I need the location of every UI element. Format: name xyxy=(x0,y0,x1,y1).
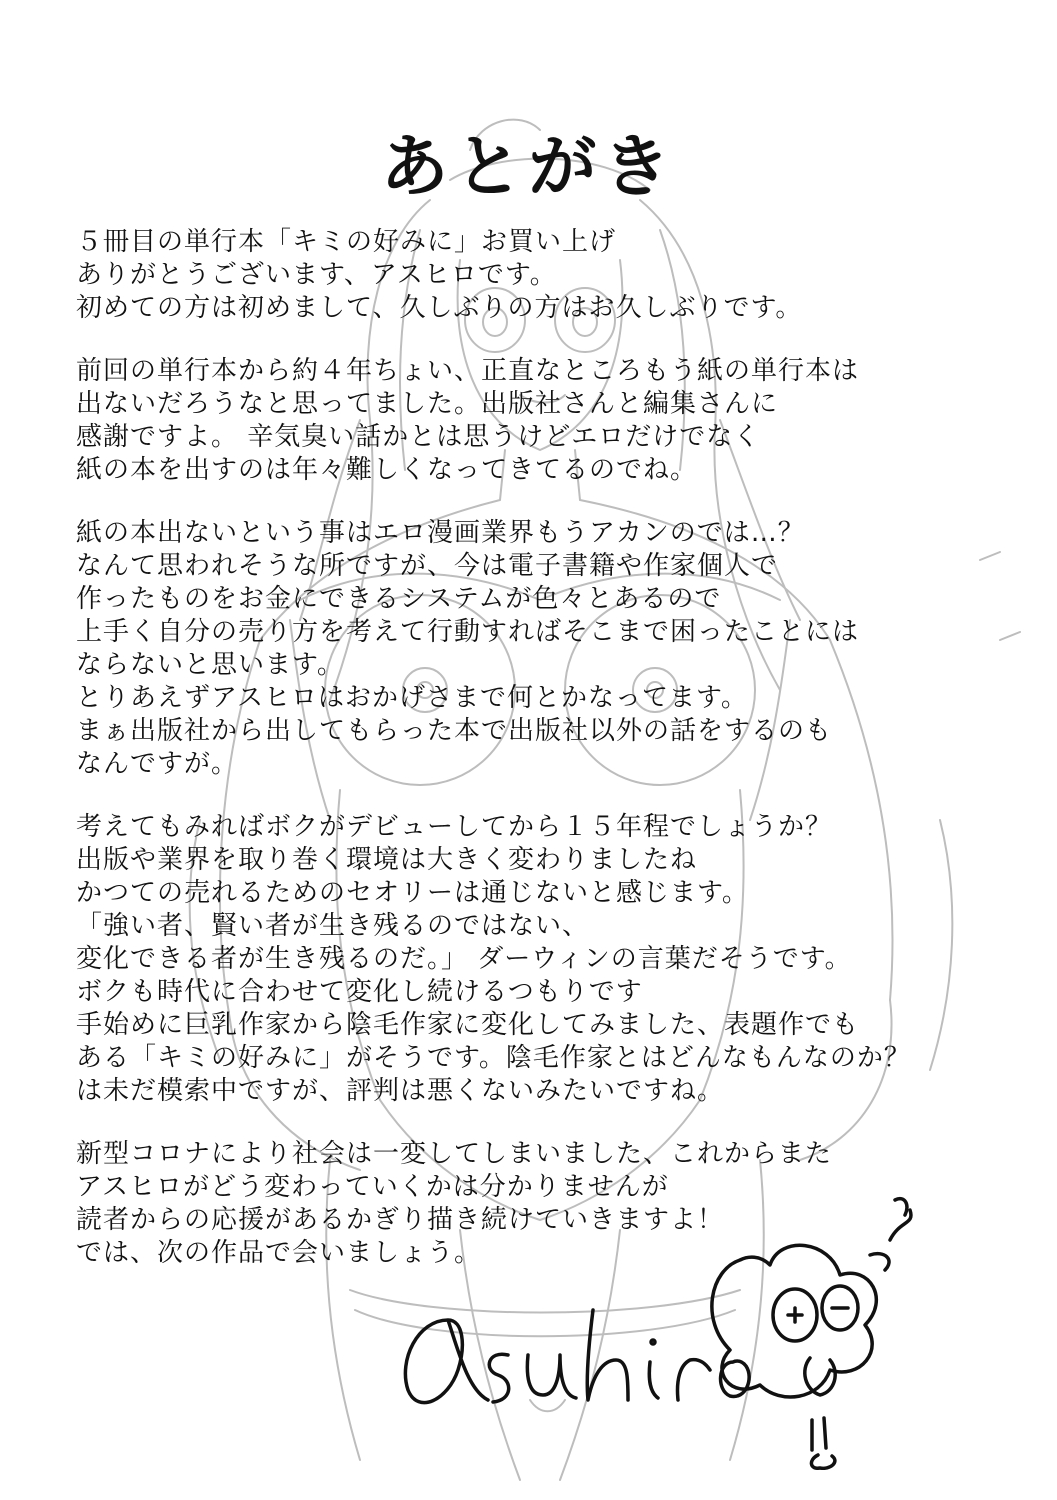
text-line: ５冊目の単行本「キミの好みに」お買い上げ xyxy=(76,227,617,257)
paragraph xyxy=(76,355,996,487)
text-line: 作ったものをお金にできるシステムが色々とあるので xyxy=(76,584,722,614)
text-line: とりあえずアスヒロはおかげさまで何とかなってます。 xyxy=(76,683,748,713)
text-line: まぁ出版社から出してもらった本で出版社以外の話をするのも xyxy=(76,716,833,746)
page-title: あとがき xyxy=(380,127,677,207)
paragraph xyxy=(76,517,996,781)
text-line: ある「キミの好みに」がそうです。陰毛作家とはどんなもんなのか？ xyxy=(76,1043,911,1073)
text-line: 手始めに巨乳作家から陰毛作家に変化してみました、表題作でも xyxy=(76,1010,860,1040)
text-line: 紙の本を出すのは年々難しくなってきてるのでね。 xyxy=(76,455,698,485)
text-line: 前回の単行本から約４年ちょい、正直なところもう紙の単行本は xyxy=(76,356,860,386)
text-line: かつての売れるためのセオリーは通じないと感じます。 xyxy=(76,878,749,908)
text-line: なんて思われそうな所ですが、今は電子書籍や作家個人で xyxy=(76,551,779,581)
text-line: 感謝ですよ。 辛気臭い話かとは思うけどエロだけでなく xyxy=(76,422,761,452)
text-line: 出ないだろうなと思ってました。出版社さんと編集さんに xyxy=(76,389,779,419)
text-line: は未だ模索中ですが、評判は悪くないみたいですね。 xyxy=(76,1076,725,1106)
afterword-body xyxy=(76,226,996,1270)
text-line: ありがとうございます、アスヒロです。 xyxy=(76,260,557,290)
paragraph xyxy=(76,226,996,325)
text-line: 初めての方は初めまして、久しぶりの方はお久しぶりです。 xyxy=(76,293,803,323)
text-line: 上手く自分の売り方を考えて行動すればそこまで困ったことには xyxy=(76,617,860,647)
author-mascot-doodle xyxy=(700,1180,930,1470)
text-line: 変化できる者が生き残るのだ。」 ダーウィンの言葉だそうです。 xyxy=(76,944,852,974)
text-line: 新型コロナにより社会は一変してしまいました、これからまた xyxy=(76,1139,833,1169)
text-line: なんですが。 xyxy=(76,749,239,779)
text-line: 「強い者、賢い者が生き残るのではない、 xyxy=(76,911,590,941)
text-line: 考えてもみればボクがデビューしてから１５年程でしょうか？ xyxy=(76,812,833,842)
text-line: では、次の作品で会いましょう。 xyxy=(76,1238,482,1268)
text-line: 紙の本出ないという事はエロ漫画業界もうアカンのでは…？ xyxy=(76,518,805,548)
text-line: 出版や業界を取り巻く環境は大きく変わりましたね xyxy=(76,845,698,875)
text-line: 読者からの応援があるかぎり描き続けていきますよ！ xyxy=(76,1205,725,1235)
text-line: アスヒロがどう変わっていくかは分かりませんが xyxy=(76,1172,669,1202)
text-line: ならないと思います。 xyxy=(76,650,344,680)
paragraph xyxy=(76,811,996,1108)
text-line: ボクも時代に合わせて変化し続けるつもりです xyxy=(76,977,643,1007)
